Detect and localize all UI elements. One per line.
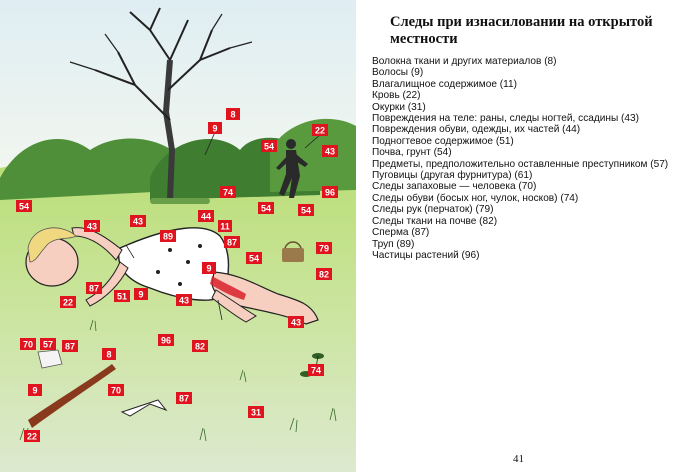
evidence-tag (308, 364, 324, 376)
svg-text:87: 87 (226, 237, 238, 248)
svg-text:70: 70 (22, 339, 34, 350)
legend-item: Волосы (9) (372, 67, 424, 79)
svg-text:43: 43 (324, 146, 336, 157)
legend-item: Подногтевое содержимое (51) (372, 135, 514, 147)
legend-item: Повреждения на теле: раны, следы ногтей, ссадины (43) (372, 113, 639, 125)
svg-text:43: 43 (290, 317, 302, 328)
evidence-tag (40, 338, 56, 350)
svg-text:82: 82 (194, 341, 206, 352)
evidence-tag (316, 268, 332, 280)
svg-text:43: 43 (86, 221, 98, 232)
svg-text:74: 74 (222, 187, 234, 198)
legend-item: Окурки (31) (372, 101, 426, 113)
svg-text:11: 11 (220, 221, 230, 232)
svg-text:44: 44 (200, 211, 212, 222)
svg-text:96: 96 (160, 335, 172, 346)
legend-item: Предметы, предположительно оставленные преступником (57) (372, 158, 669, 170)
evidence-tag (134, 288, 148, 300)
svg-text:9: 9 (206, 263, 212, 274)
evidence-tag (114, 290, 130, 302)
legend-item: Влагалищное содержимое (11) (372, 78, 517, 90)
svg-text:43: 43 (178, 295, 190, 306)
evidence-tag (198, 210, 214, 222)
cigarette-butt (252, 401, 260, 404)
evidence-tag (248, 406, 264, 418)
svg-text:54: 54 (260, 203, 272, 214)
handbag (282, 248, 304, 262)
svg-text:96: 96 (324, 187, 336, 198)
evidence-tag (160, 230, 176, 242)
legend-item: Следы запаховые — человека (70) (372, 181, 537, 193)
legend-item: Повреждения обуви, одежды, их частей (44) (372, 124, 581, 136)
evidence-tag (246, 252, 262, 264)
svg-text:74: 74 (310, 365, 322, 376)
svg-text:8: 8 (230, 109, 236, 120)
svg-text:82: 82 (318, 269, 330, 280)
svg-text:87: 87 (178, 393, 190, 404)
evidence-tag (24, 430, 40, 442)
legend-item: Сперма (87) (372, 227, 430, 239)
svg-text:51: 51 (116, 291, 128, 302)
evidence-tag (192, 340, 208, 352)
svg-text:54: 54 (263, 141, 275, 152)
legend-item: Следы ткани на почве (82) (372, 215, 498, 227)
svg-text:31: 31 (250, 407, 262, 418)
evidence-tag (84, 220, 100, 232)
svg-text:54: 54 (300, 205, 312, 216)
evidence-tag (322, 145, 338, 157)
svg-text:54: 54 (248, 253, 260, 264)
evidence-tag (208, 122, 222, 134)
svg-text:22: 22 (62, 297, 74, 308)
evidence-tag (176, 294, 192, 306)
evidence-tag (108, 384, 124, 396)
evidence-tag (102, 348, 116, 360)
evidence-tag (261, 140, 277, 152)
svg-text:22: 22 (26, 431, 38, 442)
legend-item: Пуговицы (другая фурнитура) (61) (372, 170, 533, 182)
legend-item: Труп (89) (372, 238, 415, 250)
page-title: Следы при изнасиловании на открытой местности (390, 14, 653, 47)
evidence-tag (288, 316, 304, 328)
legend-item: Следы обуви (босых ног, чулок, носков) (74) (372, 192, 579, 204)
legend-item: Почва, грунт (54) (372, 147, 452, 159)
tree-shadow (150, 198, 210, 204)
evidence-tag (298, 204, 314, 216)
evidence-tag (258, 202, 274, 214)
evidence-tag (20, 338, 36, 350)
page-number: 41 (513, 453, 524, 465)
evidence-tag (158, 334, 174, 346)
legend-item: Частицы растений (96) (372, 249, 480, 261)
evidence-tag (220, 186, 236, 198)
svg-text:54: 54 (18, 201, 30, 212)
evidence-tag (224, 236, 240, 248)
evidence-tag (62, 340, 78, 352)
legend-column (372, 14, 690, 261)
evidence-tag (316, 242, 332, 254)
evidence-tag (176, 392, 192, 404)
legend-item: Волокна ткани и других материалов (8) (372, 56, 557, 67)
evidence-tag (86, 282, 102, 294)
evidence-tag (202, 262, 216, 274)
evidence-tag (16, 200, 32, 212)
legend-item: Кровь (22) (372, 90, 421, 102)
legend-item: Следы рук (перчаток) (79) (372, 204, 494, 216)
evidence-tag (218, 220, 232, 232)
svg-text:70: 70 (110, 385, 122, 396)
svg-text:9: 9 (138, 289, 144, 300)
evidence-tag (322, 186, 338, 198)
svg-text:43: 43 (132, 216, 144, 227)
svg-text:9: 9 (212, 123, 218, 134)
svg-text:9: 9 (32, 385, 38, 396)
evidence-tag (60, 296, 76, 308)
evidence-legend (372, 56, 690, 261)
evidence-tag (226, 108, 240, 120)
svg-text:89: 89 (162, 231, 174, 242)
svg-text:87: 87 (64, 341, 76, 352)
svg-text:8: 8 (106, 349, 112, 360)
svg-text:87: 87 (88, 283, 100, 294)
evidence-tag (130, 215, 146, 227)
svg-text:79: 79 (318, 243, 330, 254)
evidence-tag (312, 124, 328, 136)
svg-text:57: 57 (42, 339, 54, 350)
evidence-tag (28, 384, 42, 396)
svg-text:22: 22 (314, 125, 326, 136)
